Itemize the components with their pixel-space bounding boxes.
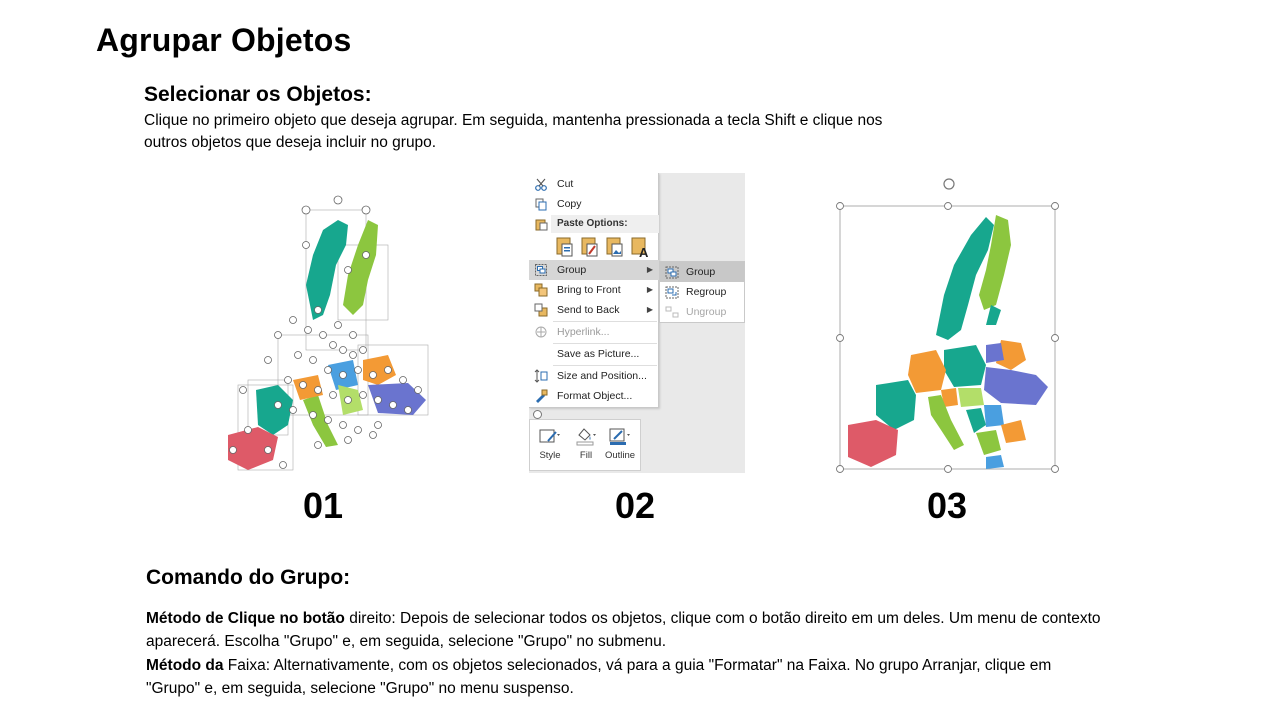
menu-item-save-as-picture[interactable] xyxy=(529,344,659,364)
group-icon xyxy=(534,263,548,277)
outline-button-label: Outline xyxy=(604,450,636,461)
select-objects-heading: Selecionar os Objetos: xyxy=(144,83,372,106)
page-title: Agrupar Objetos xyxy=(96,22,352,58)
copy-icon xyxy=(534,197,548,211)
menu-item-send-to-back-label: Send to Back xyxy=(557,304,620,316)
fill-button-label: Fill xyxy=(579,450,593,461)
menu-item-group[interactable] xyxy=(529,260,659,280)
right-click-method-label: Método de Clique no botão xyxy=(146,610,345,627)
shape-outline-icon xyxy=(608,426,632,446)
submenu-item-ungroup[interactable] xyxy=(660,302,744,322)
submenu-arrow-icon: ▶ xyxy=(646,285,653,294)
paint-bucket-icon xyxy=(574,426,598,446)
menu-item-bring-to-front-label: Bring to Front xyxy=(557,284,621,296)
menu-item-hyperlink[interactable] xyxy=(529,322,659,342)
menu-item-bring-to-front[interactable] xyxy=(529,280,659,300)
step-number-02: 02 xyxy=(614,485,656,526)
menu-item-size-and-position-label: Size and Position... xyxy=(557,370,647,382)
right-click-method-paragraph xyxy=(146,607,1106,653)
grouped-map-image xyxy=(836,175,1062,477)
menu-item-cut-label: Cut xyxy=(557,178,574,190)
paste-keep-formatting-icon[interactable] xyxy=(557,238,572,256)
clipboard-icon xyxy=(534,217,548,231)
group-command-heading: Comando do Grupo: xyxy=(146,566,351,589)
menu-item-group-label: Group xyxy=(557,264,587,276)
context-menu xyxy=(529,173,659,408)
link-icon xyxy=(534,325,548,339)
send-to-back-icon xyxy=(534,303,548,317)
mini-toolbar xyxy=(529,419,641,471)
ungroup-icon xyxy=(665,306,679,319)
size-position-icon xyxy=(534,369,548,383)
format-object-icon xyxy=(534,389,548,403)
paste-picture-icon[interactable] xyxy=(607,238,622,256)
menu-item-format-object-label: Format Object... xyxy=(557,390,633,402)
fill-button[interactable] xyxy=(568,424,604,468)
submenu-arrow-icon: ▶ xyxy=(646,305,653,314)
submenu-item-ungroup-label: Ungroup xyxy=(686,306,727,318)
selection-handle[interactable] xyxy=(533,410,542,419)
regroup-icon xyxy=(665,286,679,299)
ribbon-method-text: Faixa: Alternativamente, com os objetos selecionados, vá para a guia "Formatar" na Faixa. No grupo Arranjar, clique em "Grupo" e, em seguida, selecione "Grupo" no menu suspenso. xyxy=(146,657,1052,697)
group-icon xyxy=(665,266,679,279)
svg-text:A: A xyxy=(639,245,649,259)
paste-options-heading: Paste Options: xyxy=(551,215,659,233)
ribbon-method-paragraph xyxy=(146,654,1106,700)
menu-item-copy-label: Copy xyxy=(557,198,582,210)
europe-map-selected-illustration xyxy=(218,185,433,475)
submenu-arrow-icon: ▶ xyxy=(646,265,653,274)
selected-objects-map-image xyxy=(218,185,433,475)
style-button-label: Style xyxy=(539,450,561,461)
select-objects-text: Clique no primeiro objeto que deseja agrupar. Em seguida, mantenha pressionada a tecla Shift e clique nos outros objetos que deseja incluir no grupo. xyxy=(144,112,883,151)
context-menu-screenshot xyxy=(529,173,745,473)
submenu-item-regroup-label: Regroup xyxy=(686,286,727,298)
outline-button[interactable] xyxy=(602,424,638,468)
submenu-item-group[interactable] xyxy=(660,262,744,282)
step-number-01: 01 xyxy=(302,485,344,526)
menu-item-format-object[interactable] xyxy=(529,386,659,406)
scissors-icon xyxy=(534,177,548,191)
submenu-item-regroup[interactable] xyxy=(660,282,744,302)
ribbon-method-label: Método da xyxy=(146,657,224,674)
shape-style-icon xyxy=(538,426,562,446)
step-number-03: 03 xyxy=(926,485,968,526)
menu-item-cut[interactable] xyxy=(529,174,659,194)
menu-item-hyperlink-label: Hyperlink... xyxy=(557,326,610,338)
paste-option-icons xyxy=(555,235,655,259)
paste-text-only-icon[interactable] xyxy=(632,238,649,259)
submenu-item-group-label: Group xyxy=(686,266,716,278)
menu-item-send-to-back[interactable] xyxy=(529,300,659,320)
bring-to-front-icon xyxy=(534,283,548,297)
menu-item-size-and-position[interactable] xyxy=(529,366,659,386)
menu-item-copy[interactable] xyxy=(529,194,659,214)
paste-destination-theme-icon[interactable] xyxy=(582,238,597,256)
group-submenu xyxy=(659,261,745,323)
right-click-method-text: direito: Depois de selecionar todos os objetos, clique com o botão direito em um deles. Um menu de contexto aparecerá. Escolha "Grupo" e, em seguida, selecione "Grupo" no submenu. xyxy=(146,610,1101,650)
europe-map-grouped-illustration xyxy=(836,175,1062,477)
style-button[interactable] xyxy=(532,424,568,468)
rotate-handle-icon[interactable] xyxy=(944,179,954,189)
menu-item-save-as-picture-label: Save as Picture... xyxy=(557,348,640,360)
